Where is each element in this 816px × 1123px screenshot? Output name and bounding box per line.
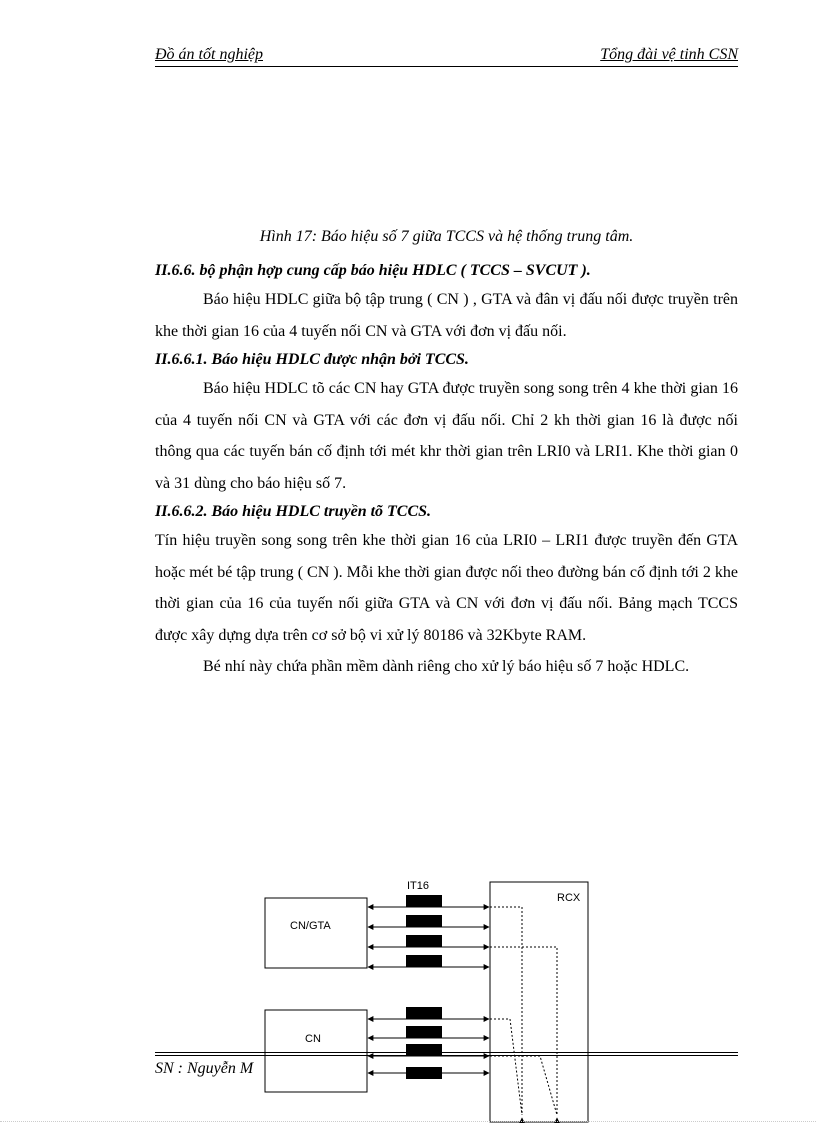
section-heading-3: II.6.6.2. Báo hiệu HDLC truyền tõ TCCS. <box>155 503 432 520</box>
cngta-box <box>265 898 367 968</box>
footer-rule-2 <box>155 1055 738 1056</box>
hdlc-diagram <box>0 860 816 1123</box>
footer-author: SN : Nguyễn M <box>155 1060 254 1077</box>
section-paragraph-1: Báo hiệu HDLC giữa bộ tập trung ( CN ) , GTA và đân vị đấu nối được truyền trên khe thời gian 16 của 4 tuyến nối CN và GTA với đơn vị đấu nối. <box>155 291 738 340</box>
cn-label: CN <box>305 1033 321 1045</box>
section-paragraph-4: Bé nhí này chứa phần mềm dành riêng cho xử lý báo hiệu số 7 hoặc HDLC. <box>203 658 690 675</box>
header-right: Tổng đài vệ tinh CSN <box>600 46 738 63</box>
it16-label: IT16 <box>407 880 430 892</box>
figure-caption: Hình 17: Báo hiệu số 7 giữa TCCS và hệ thống trung tâm. <box>259 228 634 245</box>
cn-box <box>265 1010 367 1092</box>
rcx-box <box>490 882 588 1122</box>
section-paragraph-2: Báo hiệu HDLC tõ các CN hay GTA được truyền song song trên 4 khe thời gian 16 của 4 tuyến nối CN và GTA với các đơn vị đấu nối. Chỉ 2 kh thời gian 16 là được nối thông qua các tuyến bán cố định tới mét khr thời gian trên LRI0 và LRI1. Khe thời gian 0 và 31 dùng cho báo hiệu số 7. <box>155 380 738 492</box>
header-left: Đồ án tốt nghiệp <box>155 46 263 63</box>
section-heading-2: II.6.6.1. Báo hiệu HDLC được nhận bởi TCCS. <box>155 351 469 368</box>
page-edge <box>0 1121 816 1122</box>
section-paragraph-3: Tín hiệu truyền song song trên khe thời gian 16 của LRI0 – LRI1 được truyền đến GTA hoặc mét bé tập trung ( CN ). Mỗi khe thời gian được nối theo đường bán cố định tới 2 khe thời gian của 16 của tuyến nối giữa GTA và CN với đơn vị đấu nối. Bảng mạch TCCS được xây dựng dựa trên cơ sở bộ vi xử lý 80186 và 32Kbyte RAM. <box>155 532 738 644</box>
footer-rule-1 <box>155 1052 738 1053</box>
rcx-label: RCX <box>557 892 581 904</box>
section-heading-1: II.6.6. bộ phận hợp cung cấp báo hiệu HDLC ( TCCS – SVCUT ). <box>155 262 591 279</box>
cngta-label: CN/GTA <box>290 920 331 932</box>
body-text <box>155 258 738 683</box>
header-rule <box>155 66 738 67</box>
